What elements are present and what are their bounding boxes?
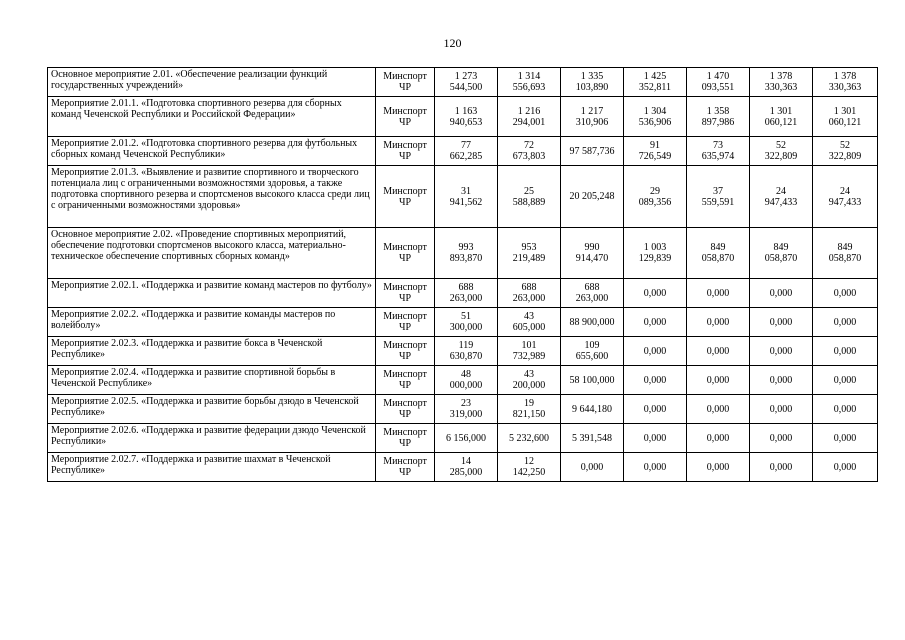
table-row bbox=[48, 68, 878, 97]
amount-cell: 6 156,000 bbox=[435, 424, 498, 453]
amount-cell: 0,000 bbox=[687, 395, 750, 424]
amount-cell: 43 200,000 bbox=[498, 366, 561, 395]
amount-cell: 1 273 544,500 bbox=[435, 68, 498, 97]
table-row bbox=[48, 228, 878, 279]
executor-cell: Минспорт ЧР bbox=[376, 308, 435, 337]
amount-cell: 37 559,591 bbox=[687, 166, 750, 228]
executor-cell: Минспорт ЧР bbox=[376, 337, 435, 366]
amount-cell: 1 378 330,363 bbox=[750, 68, 813, 97]
amount-cell: 109 655,600 bbox=[561, 337, 624, 366]
amount-cell: 0,000 bbox=[750, 337, 813, 366]
amount-cell: 0,000 bbox=[813, 453, 878, 482]
amount-cell: 0,000 bbox=[750, 366, 813, 395]
amount-cell: 25 588,889 bbox=[498, 166, 561, 228]
executor-cell: Минспорт ЧР bbox=[376, 137, 435, 166]
amount-cell: 0,000 bbox=[813, 395, 878, 424]
amount-cell: 1 003 129,839 bbox=[624, 228, 687, 279]
amount-cell: 0,000 bbox=[687, 453, 750, 482]
amount-cell: 0,000 bbox=[813, 308, 878, 337]
table-row bbox=[48, 453, 878, 482]
amount-cell: 1 304 536,906 bbox=[624, 97, 687, 137]
amount-cell: 0,000 bbox=[624, 395, 687, 424]
amount-cell: 0,000 bbox=[813, 424, 878, 453]
amount-cell: 1 216 294,001 bbox=[498, 97, 561, 137]
executor-cell: Минспорт ЧР bbox=[376, 366, 435, 395]
amount-cell: 0,000 bbox=[687, 279, 750, 308]
activity-name-cell: Основное мероприятие 2.02. «Проведение спортивных мероприятий, обеспечение подготовки спортсменов высокого класса, материально-техническое обеспечение спортивных сборных команд» bbox=[48, 228, 376, 279]
amount-cell: 1 378 330,363 bbox=[813, 68, 878, 97]
executor-cell: Минспорт ЧР bbox=[376, 97, 435, 137]
activity-name-cell: Мероприятие 2.02.7. «Поддержка и развитие шахмат в Чеченской Республике» bbox=[48, 453, 376, 482]
activity-name-cell: Мероприятие 2.01.2. «Подготовка спортивного резерва для футбольных сборных команд Чеченской Республики» bbox=[48, 137, 376, 166]
amount-cell: 1 314 556,693 bbox=[498, 68, 561, 97]
amount-cell: 24 947,433 bbox=[750, 166, 813, 228]
executor-cell: Минспорт ЧР bbox=[376, 453, 435, 482]
amount-cell: 0,000 bbox=[624, 279, 687, 308]
amount-cell: 5 232,600 bbox=[498, 424, 561, 453]
amount-cell: 23 319,000 bbox=[435, 395, 498, 424]
activity-name-cell: Мероприятие 2.01.1. «Подготовка спортивного резерва для сборных команд Чеченской Республики и Российской Федерации» bbox=[48, 97, 376, 137]
activity-name-cell: Мероприятие 2.02.1. «Поддержка и развитие команд мастеров по футболу» bbox=[48, 279, 376, 308]
amount-cell: 5 391,548 bbox=[561, 424, 624, 453]
amount-cell: 0,000 bbox=[687, 308, 750, 337]
amount-cell: 91 726,549 bbox=[624, 137, 687, 166]
executor-cell: Минспорт ЧР bbox=[376, 166, 435, 228]
amount-cell: 0,000 bbox=[561, 453, 624, 482]
amount-cell: 849 058,870 bbox=[687, 228, 750, 279]
activity-name-cell: Основное мероприятие 2.01. «Обеспечение реализации функций государственных учреждений» bbox=[48, 68, 376, 97]
amount-cell: 88 900,000 bbox=[561, 308, 624, 337]
activity-name-cell: Мероприятие 2.02.5. «Поддержка и развитие борьбы дзюдо в Чеченской Республике» bbox=[48, 395, 376, 424]
page-number: 120 bbox=[443, 36, 462, 50]
amount-cell: 0,000 bbox=[624, 308, 687, 337]
amount-cell: 688 263,000 bbox=[561, 279, 624, 308]
table-body bbox=[48, 68, 878, 482]
amount-cell: 688 263,000 bbox=[435, 279, 498, 308]
table-row bbox=[48, 137, 878, 166]
amount-cell: 77 662,285 bbox=[435, 137, 498, 166]
amount-cell: 993 893,870 bbox=[435, 228, 498, 279]
table-row bbox=[48, 395, 878, 424]
executor-cell: Минспорт ЧР bbox=[376, 424, 435, 453]
amount-cell: 0,000 bbox=[624, 337, 687, 366]
amount-cell: 58 100,000 bbox=[561, 366, 624, 395]
amount-cell: 0,000 bbox=[687, 366, 750, 395]
activity-name-cell: Мероприятие 2.02.2. «Поддержка и развитие команды мастеров по волейболу» bbox=[48, 308, 376, 337]
amount-cell: 953 219,489 bbox=[498, 228, 561, 279]
amount-cell: 0,000 bbox=[813, 337, 878, 366]
amount-cell: 0,000 bbox=[750, 279, 813, 308]
amount-cell: 0,000 bbox=[813, 279, 878, 308]
amount-cell: 0,000 bbox=[750, 424, 813, 453]
amount-cell: 0,000 bbox=[750, 453, 813, 482]
amount-cell: 19 821,150 bbox=[498, 395, 561, 424]
amount-cell: 1 301 060,121 bbox=[813, 97, 878, 137]
amount-cell: 688 263,000 bbox=[498, 279, 561, 308]
amount-cell: 1 217 310,906 bbox=[561, 97, 624, 137]
executor-cell: Минспорт ЧР bbox=[376, 228, 435, 279]
activity-name-cell: Мероприятие 2.02.4. «Поддержка и развитие спортивной борьбы в Чеченской Республике» bbox=[48, 366, 376, 395]
amount-cell: 0,000 bbox=[750, 308, 813, 337]
table-row bbox=[48, 308, 878, 337]
amount-cell: 0,000 bbox=[624, 366, 687, 395]
amount-cell: 0,000 bbox=[813, 366, 878, 395]
amount-cell: 101 732,989 bbox=[498, 337, 561, 366]
amount-cell: 31 941,562 bbox=[435, 166, 498, 228]
amount-cell: 0,000 bbox=[687, 337, 750, 366]
amount-cell: 48 000,000 bbox=[435, 366, 498, 395]
amount-cell: 849 058,870 bbox=[813, 228, 878, 279]
amount-cell: 14 285,000 bbox=[435, 453, 498, 482]
activity-name-cell: Мероприятие 2.02.6. «Поддержка и развитие федерации дзюдо Чеченской Республики» bbox=[48, 424, 376, 453]
table-row bbox=[48, 166, 878, 228]
amount-cell: 849 058,870 bbox=[750, 228, 813, 279]
amount-cell: 990 914,470 bbox=[561, 228, 624, 279]
amount-cell: 1 301 060,121 bbox=[750, 97, 813, 137]
amount-cell: 24 947,433 bbox=[813, 166, 878, 228]
amount-cell: 0,000 bbox=[750, 395, 813, 424]
table-row bbox=[48, 279, 878, 308]
amount-cell: 51 300,000 bbox=[435, 308, 498, 337]
table-row bbox=[48, 97, 878, 137]
amount-cell: 72 673,803 bbox=[498, 137, 561, 166]
amount-cell: 9 644,180 bbox=[561, 395, 624, 424]
amount-cell: 0,000 bbox=[624, 453, 687, 482]
amount-cell: 73 635,974 bbox=[687, 137, 750, 166]
executor-cell: Минспорт ЧР bbox=[376, 68, 435, 97]
activity-name-cell: Мероприятие 2.02.3. «Поддержка и развитие бокса в Чеченской Республике» bbox=[48, 337, 376, 366]
budget-table bbox=[47, 67, 878, 482]
amount-cell: 1 335 103,890 bbox=[561, 68, 624, 97]
executor-cell: Минспорт ЧР bbox=[376, 279, 435, 308]
amount-cell: 1 358 897,986 bbox=[687, 97, 750, 137]
table-row bbox=[48, 366, 878, 395]
amount-cell: 29 089,356 bbox=[624, 166, 687, 228]
table-row bbox=[48, 337, 878, 366]
table-row bbox=[48, 424, 878, 453]
amount-cell: 97 587,736 bbox=[561, 137, 624, 166]
amount-cell: 12 142,250 bbox=[498, 453, 561, 482]
amount-cell: 0,000 bbox=[687, 424, 750, 453]
amount-cell: 52 322,809 bbox=[750, 137, 813, 166]
activity-name-cell: Мероприятие 2.01.3. «Выявление и развитие спортивного и творческого потенциала лиц с ограниченными возможностями здоровья, а также подготовка спортивного резерва и спортсменов высокого класса среди лиц с ограниченными возможностями здоровья» bbox=[48, 166, 376, 228]
executor-cell: Минспорт ЧР bbox=[376, 395, 435, 424]
amount-cell: 1 425 352,811 bbox=[624, 68, 687, 97]
amount-cell: 0,000 bbox=[624, 424, 687, 453]
amount-cell: 119 630,870 bbox=[435, 337, 498, 366]
amount-cell: 20 205,248 bbox=[561, 166, 624, 228]
amount-cell: 1 163 940,653 bbox=[435, 97, 498, 137]
amount-cell: 43 605,000 bbox=[498, 308, 561, 337]
amount-cell: 1 470 093,551 bbox=[687, 68, 750, 97]
amount-cell: 52 322,809 bbox=[813, 137, 878, 166]
